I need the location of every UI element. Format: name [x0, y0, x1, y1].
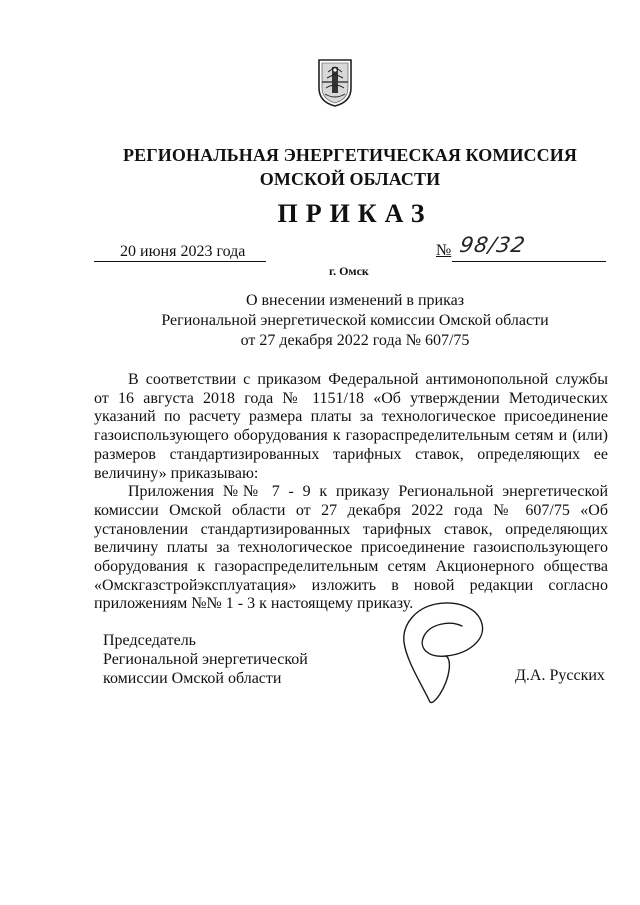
- signer-position-line: Председатель: [103, 632, 196, 649]
- organization-name-line1: РЕГИОНАЛЬНАЯ ЭНЕРГЕТИЧЕСКАЯ КОМИССИЯ: [123, 145, 577, 165]
- body-paragraph: Приложения №№ 7 - 9 к приказу Региональной энергетической комиссии Омской области от 27 декабря 2022 года № 607/75 «Об установлении стандартизированных тарифных ставок, определяющих величину платы за технологическое присоединение газоиспользующего оборудования к газораспределительным сетям Акционерного общества «Омскгазстройэксплуатация» изложить в новой редакции согласно приложениям №№ 1 - 3 к настоящему приказу.: [94, 483, 608, 613]
- date-underline: [94, 261, 266, 262]
- document-number: 98/32: [457, 233, 528, 257]
- subject-line: О внесении изменений в приказ: [245, 292, 465, 309]
- document-subject: [0, 291, 640, 351]
- document-city: г. Омск: [329, 264, 369, 278]
- coat-of-arms-emblem: [317, 58, 353, 108]
- signer-name: Д.А. Русских: [515, 667, 605, 684]
- body-paragraph: В соответствии с приказом Федеральной антимонопольной службы от 16 августа 2018 года № 1151/18 «Об утверждении Методических указаний по расчету размера платы за технологическое присоединение газоиспользующего оборудования к газораспределительным сетям и (или) размеров стандартизированных тарифных ставок, определяющих ее величину» приказываю:: [94, 371, 608, 482]
- signer-position-line: комиссии Омской области: [103, 670, 282, 687]
- handwritten-signature: [392, 590, 502, 710]
- document-date: 20 июня 2023 года: [120, 243, 246, 260]
- document-title: ПРИКАЗ: [277, 199, 433, 228]
- document-body: [94, 371, 608, 614]
- organization-name-line2: ОМСКОЙ ОБЛАСТИ: [259, 169, 441, 189]
- signer-position: [103, 631, 308, 688]
- signer-position-line: Региональной энергетической: [103, 651, 308, 668]
- number-label: №: [436, 242, 452, 259]
- number-underline: [452, 261, 606, 262]
- subject-line: Региональной энергетической комиссии Омской области: [161, 312, 549, 329]
- subject-line: от 27 декабря 2022 года № 607/75: [240, 332, 470, 349]
